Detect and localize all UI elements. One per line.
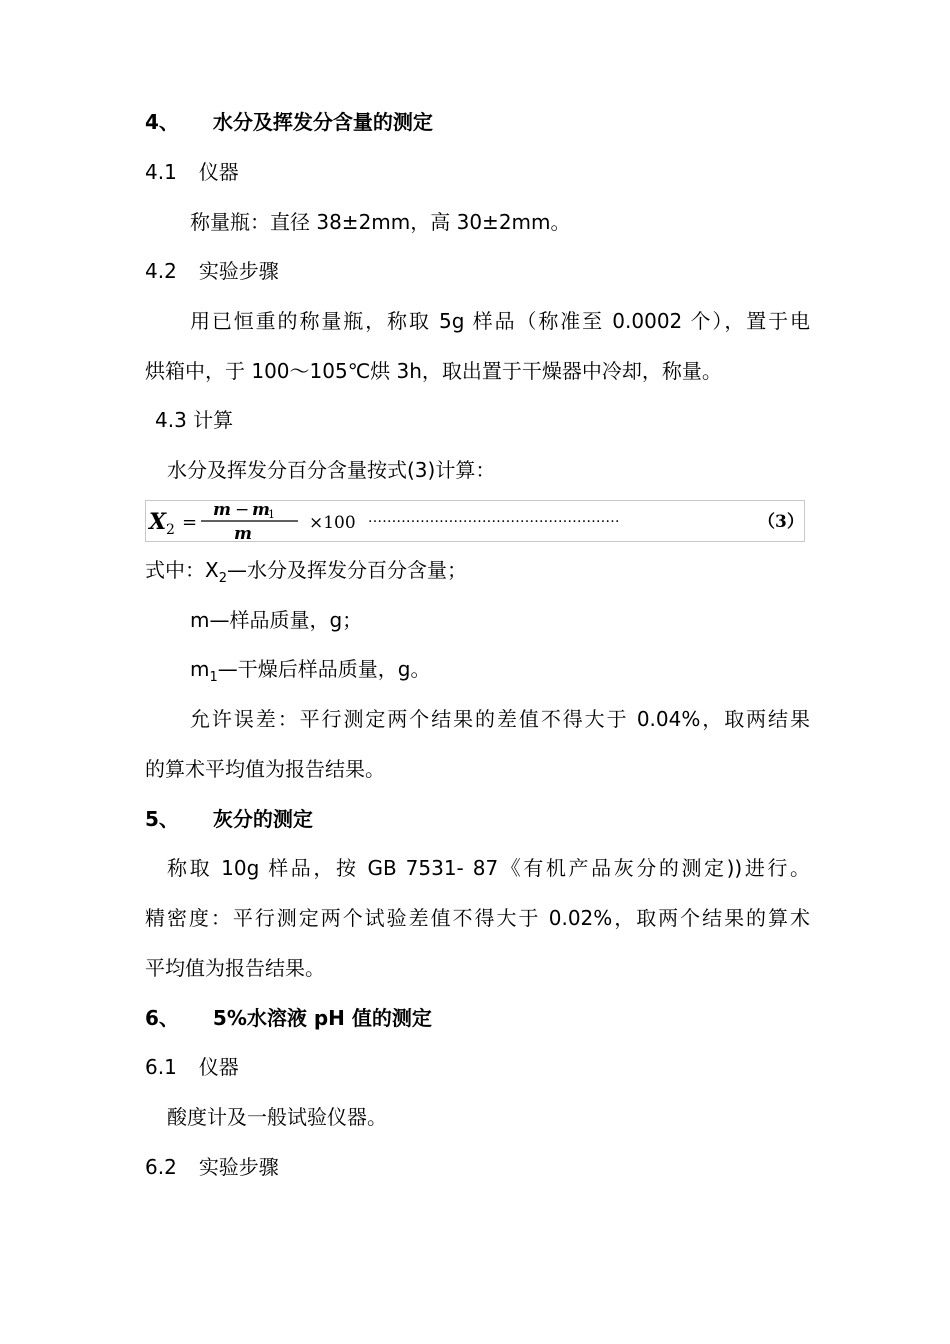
section-title: 5%水溶液 pH 值的测定: [212, 1006, 432, 1030]
formula-numerator-minus: −: [235, 501, 250, 520]
ash-method-line: 称取 10g 样品，按 GB 7531- 87《有机产品灰分的测定))进行。: [167, 856, 810, 880]
section-number: 5、: [145, 807, 179, 831]
procedure-line-2: 烘箱中，于 100～105℃烘 3h，取出置于干燥器中冷却，称量。: [145, 359, 722, 383]
section-5-heading: [145, 805, 810, 833]
formula-numerator-m: m: [213, 501, 231, 520]
section-6-1-heading: [145, 1053, 810, 1081]
section-4-1-heading: [145, 158, 810, 186]
section-number: 4.2: [145, 259, 177, 283]
formula-svg: [146, 501, 804, 541]
section-6-2-heading: [145, 1153, 810, 1181]
formula-times-100: ×100: [309, 513, 356, 533]
section-number: 4、: [145, 110, 179, 134]
formula-numerator-m1: m: [252, 501, 270, 520]
formula-numerator-m1-sub: 1: [268, 508, 275, 521]
formula-denominator: m: [234, 524, 252, 541]
section-number: 6.2: [145, 1155, 177, 1179]
calculation-intro: 水分及挥发分百分含量按式(3)计算：: [167, 458, 496, 482]
formula-def-m: m—样品质量，g；: [190, 608, 363, 632]
formula-lhs: X: [149, 509, 167, 535]
formula-3: [145, 500, 805, 542]
section-4-2-heading: [145, 257, 810, 285]
formula-equation-number: （3）: [758, 512, 804, 532]
ph-instruments: 酸度计及一般试验仪器。: [167, 1105, 387, 1129]
tolerance-line-2: 的算术平均值为报告结果。: [145, 757, 385, 781]
formula-where-x2: 式中：$X_2—$水分及挥发分百分含量；: [145, 558, 467, 586]
section-number: 4.1: [145, 160, 177, 184]
tolerance-line-1: 允许误差：平行测定两个结果的差值不得大于 0.04%，取两结果: [190, 707, 810, 731]
formula-leader-dots: ·····················································: [368, 514, 620, 530]
section-title: 水分及挥发分含量的测定: [212, 110, 433, 134]
section-4-3-heading: 4.3 计算: [155, 408, 234, 432]
section-number: 6.1: [145, 1055, 177, 1079]
weighing-bottle-spec: 称量瓶：直径 38±2mm，高 30±2mm。: [190, 210, 571, 234]
section-title: 仪器: [198, 160, 239, 184]
formula-equals: =: [182, 512, 198, 533]
section-4-heading: [145, 108, 810, 136]
formula-lhs-sub: 2: [166, 522, 175, 538]
section-number: 6、: [145, 1006, 179, 1030]
section-6-heading: [145, 1004, 810, 1032]
section-title: 实验步骤: [198, 1155, 279, 1179]
precision-line-1: 精密度：平行测定两个试验差值不得大于 0.02%，取两个结果的算术: [145, 906, 810, 930]
procedure-line-1: 用已恒重的称量瓶，称取 5g 样品（称准至 0.0002 个），置于电: [190, 309, 810, 333]
section-title: 实验步骤: [198, 259, 279, 283]
precision-line-2: 平均值为报告结果。: [145, 956, 325, 980]
section-title: 灰分的测定: [212, 807, 313, 831]
formula-def-m1: $m_1—$干燥后样品质量，g。: [190, 657, 431, 685]
section-title: 仪器: [198, 1055, 239, 1079]
